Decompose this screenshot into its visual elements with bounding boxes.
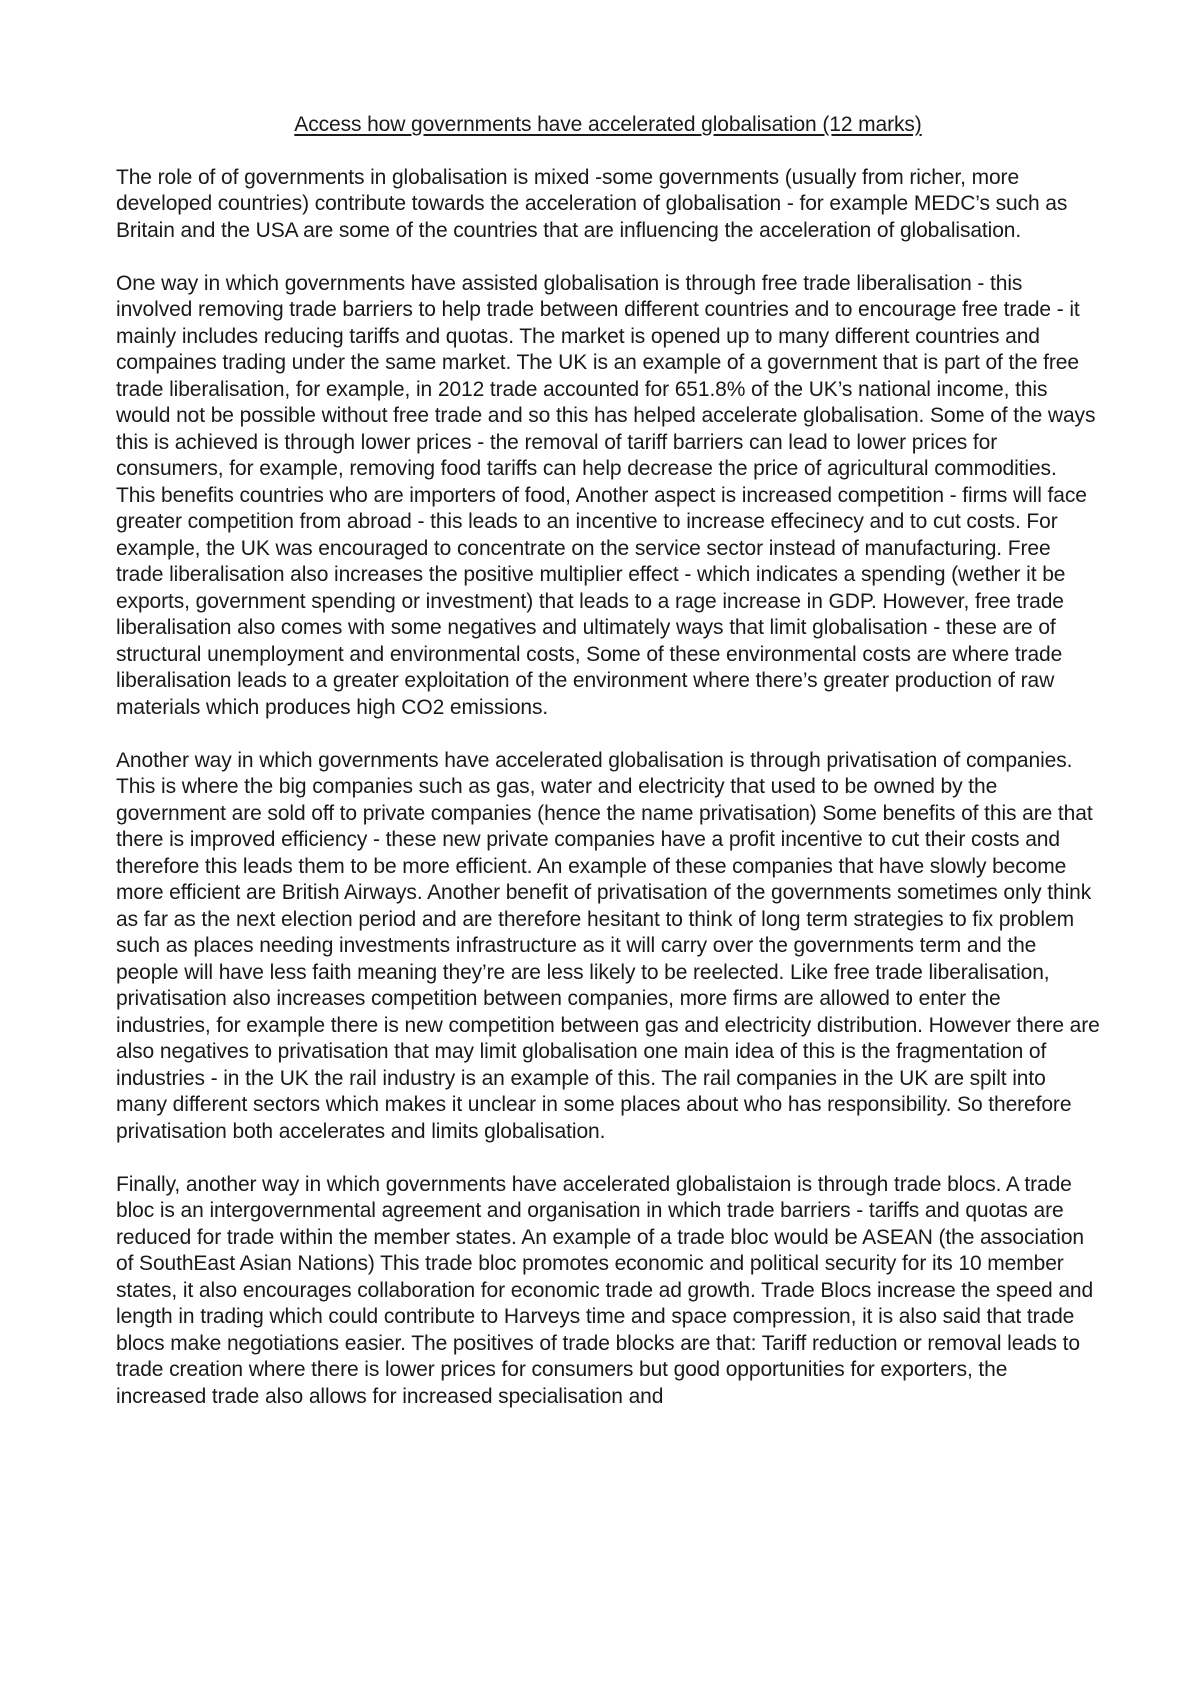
paragraph-free-trade: One way in which governments have assisted globalisation is through free trade liberalisation - this involved removing trade barriers to help trade between different countries and to encourage free trade - it mainly includes reducing tariffs and quotas. The market is opened up to many different countries and compaines trading under the same market. The UK is an example of a government that is part of the free trade liberalisation, for example, in 2012 trade accounted for 651.8% of the UK’s national income, this would not be possible without free trade and so this has helped accelerate globalisation. Some of the ways this is achieved is through lower prices - the removal of tariff barriers can lead to lower prices for consumers, for example, removing food tariffs can help decrease the price of agricultural commodities. This benefits countries who are importers of food, Another aspect is increased competition - firms will face greater competition from abroad - this leads to an incentive to increase effecinecy and to cut costs. For example, the UK was encouraged to concentrate on the service sector instead of manufacturing. Free trade liberalisation also increases the positive multiplier effect - which indicates a spending (wether it be exports, government spending or investment) that leads to a rage increase in GDP. However, free trade liberalisation also comes with some negatives and ultimately ways that limit globalisation - these are of structural unemployment and environmental costs, Some of these environmental costs are where trade liberalisation leads to a greater exploitation of the environment where there’s greater production of raw materials which produces high CO2 emissions.: [116, 271, 1096, 719]
paragraph-trade-blocs: Finally, another way in which governments have accelerated globalistaion is through trade blocs. A trade bloc is an intergovernmental agreement and organisation in which trade barriers - tariffs and quotas are reduced for trade within the member states. An example of a trade bloc would be ASEAN (the association of SouthEast Asian Nations) This trade bloc promotes economic and political security for its 10 member states, it also encourages collaboration for economic trade ad growth. Trade Blocs increase the speed and length in trading which could contribute to Harveys time and space compression, it is also said that trade blocs make negotiations easier. The positives of trade blocks are that: Tariff reduction or removal leads to trade creation where there is lower prices for consumers but good opportunities for exporters, the increased trade also allows for increased specialisation and: [116, 1172, 1094, 1408]
document-body: [116, 112, 1100, 1437]
paragraph-privatisation: Another way in which governments have accelerated globalisation is through privatisation of companies. This is where the big companies such as gas, water and electricity that used to be owned by the government are sold off to private companies (hence the name privatisation) Some benefits of this are that there is improved efficiency - these new private companies have a profit incentive to cut their costs and therefore this leads them to be more efficient. An example of these companies that have slowly become more efficient are British Airways. Another benefit of privatisation of the governments sometimes only think as far as the next election period and are therefore hesitant to think of long term strategies to fix problem such as places needing investments infrastructure as it will carry over the governments term and the people will have less faith meaning they’re are less likely to be reelected. Like free trade liberalisation, privatisation also increases competition between companies, more firms are allowed to enter the industries, for example there is new competition between gas and electricity distribution. However there are also negatives to privatisation that may limit globalisation one main idea of this is the fragmentation of industries - in the UK the rail industry is an example of this. The rail companies in the UK are spilt into many different sectors which makes it unclear in some places about who has responsibility. So therefore privatisation both accelerates and limits globalisation.: [116, 748, 1100, 1143]
document-title: Access how governments have accelerated globalisation (12 marks): [294, 113, 922, 136]
paragraph-intro: The role of of governments in globalisation is mixed -some governments (usually from richer, more developed countries) contribute towards the acceleration of globalisation - for example MEDC’s such as Britain and the USA are some of the countries that are influencing the acceleration of globalisation.: [116, 165, 1068, 242]
